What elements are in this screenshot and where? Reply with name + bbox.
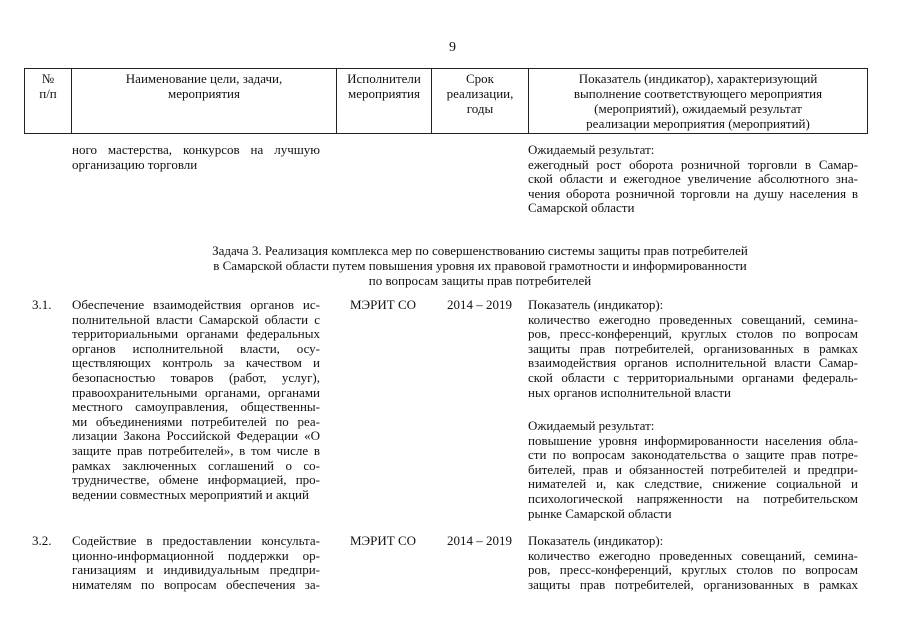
header-number: № п/п bbox=[25, 69, 72, 134]
task-title: Задача 3. Реализация комплекса мер по совершенствованию системы защиты прав потребителей в Самарской области путем повышения уровня их правовой грамотности и информированности по вопросам защиты прав потребителей bbox=[212, 243, 748, 288]
row-indicator: Показатель (индикатор): количество ежегодно проведенных совещаний, семина- ров, пресс-конференций, круглых столов по вопросам защиты прав потребителей, организованных в рамках взаимодействия органов исполнительной власти Самар- ской области с территориальными органами федераль- ных органов исполнительной власти bbox=[528, 297, 858, 400]
header-indicator: Показатель (индикатор), характеризующий выполнение соответствующего мероприятия (мероприятий), ожидаемый результат реализации мероприятия (мероприятий) bbox=[529, 69, 868, 134]
row-name: Обеспечение взаимодействия органов ис- полнительной власти Самарской области с территориальными органами федеральных органов исполнительной власти, осу- ществляющих контроль за качеством и безопасностью товаров (работ, услуг), правоохранительными органами, органами местного самоуправления, общественны- ми объединениями потребителей по реа- лизации Закона Российской Федерации «О защите прав потребителей», в том числе в рамках заключенных соглашений о со- трудничестве, обмене информацией, про- ведении совместных мероприятий и акций bbox=[72, 297, 320, 502]
row-term: 2014 – 2019 bbox=[447, 297, 512, 312]
continued-row-result: Ожидаемый результат: ежегодный рост оборота розничной торговли в Самар- ской области и ежегодное увеличение абсолютного зна- чения оборота розничной торговли на душу населения в Самарской области bbox=[528, 142, 858, 216]
row-executor: МЭРИТ СО bbox=[350, 297, 417, 312]
header-executors: Исполнители мероприятия bbox=[337, 69, 432, 134]
continued-row-name: ного мастерства, конкурсов на лучшую организацию торговли bbox=[72, 142, 320, 172]
row-executor: МЭРИТ СО bbox=[350, 533, 417, 548]
table-header bbox=[24, 68, 868, 134]
header-name: Наименование цели, задачи, мероприятия bbox=[72, 69, 337, 134]
row-term: 2014 – 2019 bbox=[447, 533, 512, 548]
page-number: 9 bbox=[449, 40, 456, 55]
row-number: 3.2. bbox=[32, 533, 52, 548]
header-term: Срок реализации, годы bbox=[432, 69, 529, 134]
row-number: 3.1. bbox=[32, 297, 52, 312]
row-result: Ожидаемый результат: повышение уровня информированности населения обла- сти по вопросам законодательства о защите прав потре- бителей, прав и обязанностей потребителей и предпри- нимателей и, как следствие, снижение социальной и психологической напряженности на потребительском рынке Самарской области bbox=[528, 418, 858, 521]
row-name: Содействие в предоставлении консульта- ционно-информационной поддержки ор- ганизациям и индивидуальным предпри- нимателям по вопросам обеспечения за- bbox=[72, 533, 320, 592]
row-indicator: Показатель (индикатор): количество ежегодно проведенных совещаний, семина- ров, пресс-конференций, круглых столов по вопросам защиты прав потребителей, организованных в рамках bbox=[528, 533, 858, 592]
